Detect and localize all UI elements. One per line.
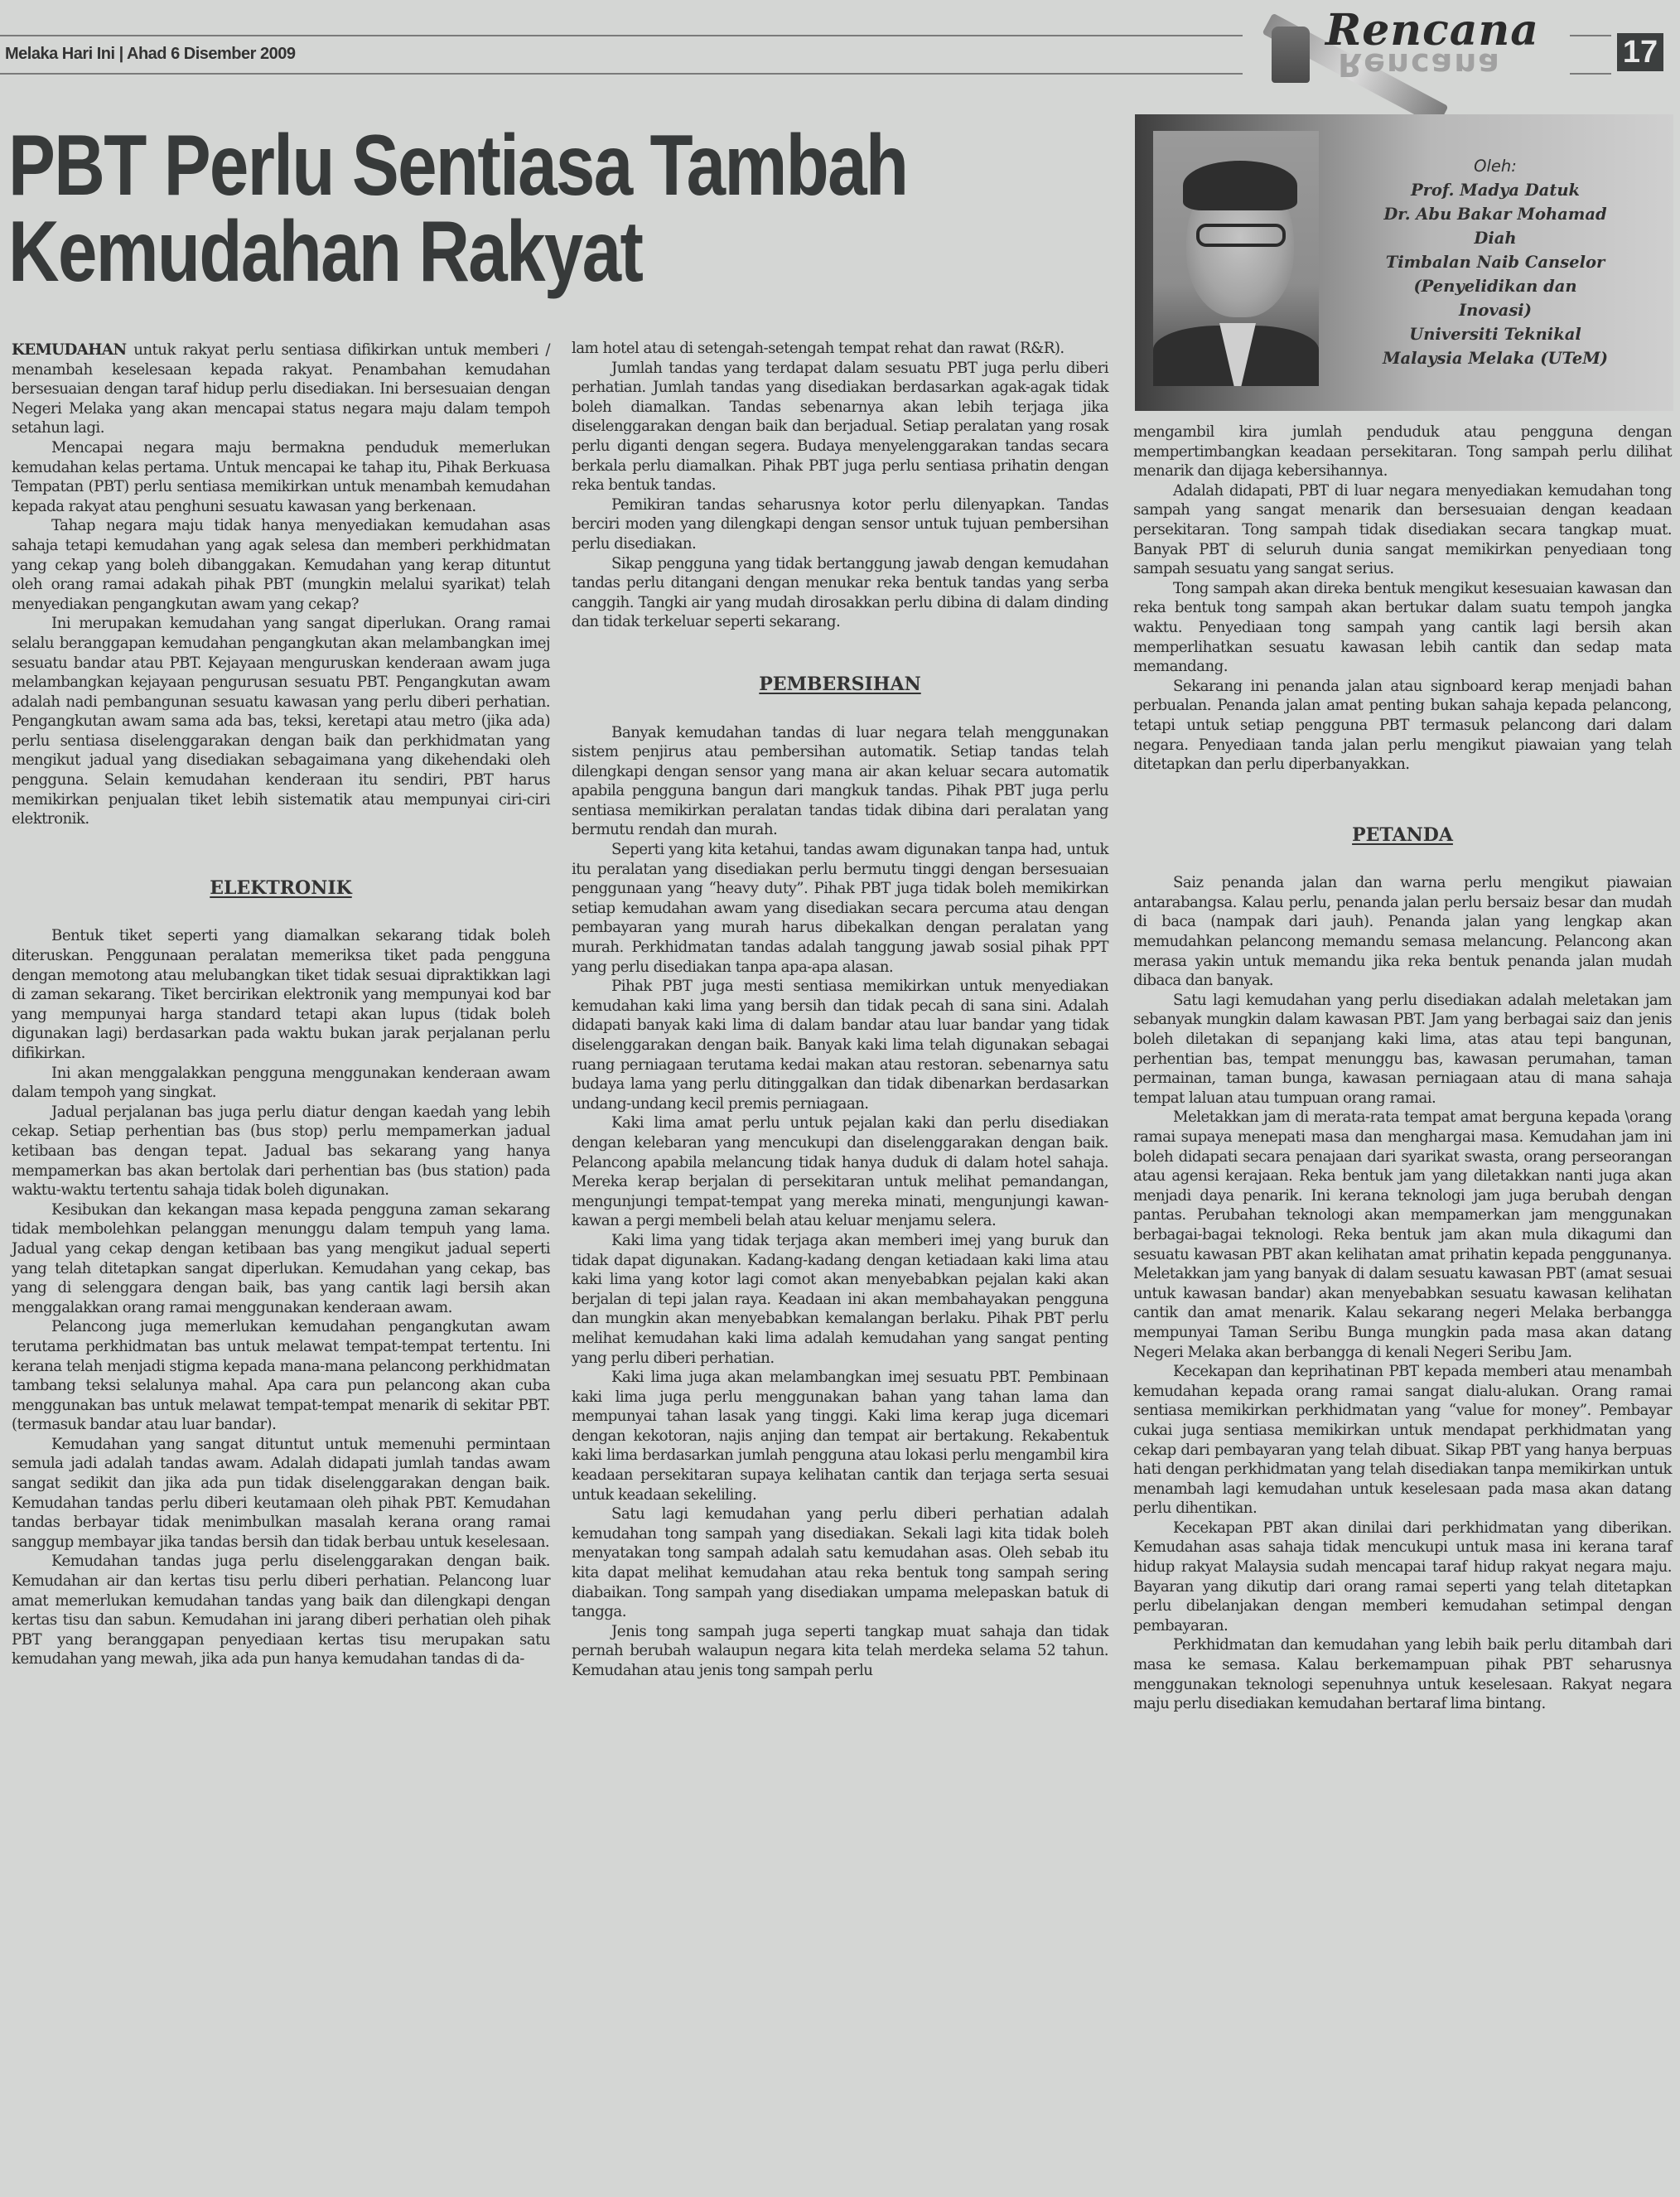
paragraph: Sekarang ini penanda jalan atau signboard kerap menjadi bahan perbualan. Penanda jalan amat penting bukan sahaja kepada pelancong, tetapi untuk setiap pengguna PBT termasuk pelancong dari dalam negara. Penyediaan tanda jalan perlu mengikut piawaian yang telah ditetapkan dan perlu diperbanyakkan.: [1133, 677, 1672, 774]
paragraph: Tong sampah akan direka bentuk mengikut kesesuaian kawasan dan reka bentuk tong sampah akan bertukar dalam suatu tempoh jangka waktu. Penyediaan tong sampah yang cantik lagi bersih akan memperlihatkan sesuatu kawasan lebih cantik dan sedap mata memandang.: [1133, 579, 1672, 676]
paragraph: Kesibukan dan kekangan masa kepada pengguna zaman sekarang tidak membolehkan pelanggan menunggu dalam tempuh yang lama. Jadual yang cekap dengan ketibaan bas yang mengikut jadual seperti yang telah ditetapkan sangat diperlukan. Kemudahan yang cekap, bas yang di selenggara dengan baik, bas yang cantik lagi bersih akan menggalakkan orang ramai menggunakan kenderaan awam.: [12, 1200, 550, 1316]
author-title-2: (Penyelidikan dan: [1413, 277, 1577, 296]
photo-hair: [1183, 161, 1297, 210]
paragraph: Jenis tong sampah juga seperti tangkap muat sahaja dan tidak pernah berubah walaupun negara kita telah merdeka selama 52 tahun. Kemudahan atau jenis tong sampah perlu: [572, 1622, 1108, 1679]
paragraph: Mencapai negara maju bermakna penduduk memerlukan kemudahan kelas pertama. Untuk mencapai ke tahap itu, Pihak Berkuasa Tempatan (PBT) perlu sentiasa memikirkan untuk menambah kemudahan kepada rakyat atau penghuni sesuatu kawasan yang berkenaan.: [12, 438, 550, 515]
masthead-dateline: Melaka Hari Ini | Ahad 6 Disember 2009: [5, 45, 296, 63]
subhead-petanda: PETANDA: [1352, 823, 1453, 846]
article-column-3: [1133, 422, 1672, 1714]
paragraph: Satu lagi kemudahan yang perlu disediakan adalah meletakan jam sebanyak mungkin dalam kawasan PBT. Jam yang berbagai saiz dan jenis boleh diletakan di sepanjang kaki lima, atas atau tepi bangunan, perhentian bas, tempat menunggu bas, kawasan perumahan, taman permainan, taman bunga, kawasan perniagaan atau di mana sahaja tempat laluan atau tumpuan orang ramai.: [1133, 991, 1672, 1107]
ink-bottle-icon: [1272, 27, 1310, 83]
author-title-1: Timbalan Naib Canselor: [1385, 253, 1605, 272]
byline-text: [1330, 154, 1661, 370]
paragraph: Sikap pengguna yang tidak bertanggung jawab dengan kemudahan tandas perlu ditangani dengan menukar reka bentuk tandas yang serba canggih. Tangki air yang mudah dirosakkan perlu dibina di dalam dinding dan tidak terkeluar seperti sekarang.: [572, 554, 1108, 631]
author-name-1: Prof. Madya Datuk: [1410, 181, 1581, 200]
paragraph: Pelancong juga memerlukan kemudahan pengangkutan awam terutama perkhidmatan bas untuk melawat tempat-tempat tertentu. Ini kerana telah menjadi stigma kepada mana-mana pelancong perkhidmatan tambang teksi selalunya mahal. Apa cara pun pelancong akan cuba menggunakan bas untuk melawat tempat-tempat menarik di sekitar PBT. (termasuk bandar atau luar bandar).: [12, 1318, 550, 1434]
paragraph: Kecekapan dan keprihatinan PBT kepada memberi atau menambah kemudahan kepada orang ramai sangat dialu-alukan. Orang ramai sentiasa memikirkan perkhidmatan yang “value for money”. Pembayar cukai juga sentiasa memikirkan untuk mendapat perkhidmatan yang cekap dari pembayaran yang telah dibuat. Sikap PBT yang hanya berpuas hati dengan perkhidmatan yang telah disediakan tanpa memikirkan untuk menambah lagi kemudahan untuk keselesaan pada masa akan datang perlu dihentikan.: [1133, 1363, 1672, 1518]
author-org-2: Malaysia Melaka (UTeM): [1382, 349, 1609, 368]
paragraph: Ini akan menggalakkan pengguna menggunakan kenderaan awam dalam tempoh yang singkat.: [12, 1064, 550, 1102]
lead-text: untuk rakyat perlu sentiasa difikirkan untuk memberi / menambah keselesaan kepada rakyat. Penambahan kemudahan bersesuaian dengan taraf hidup perlu disediakan. Ini bersesuaian dengan Negeri Melaka yang akan mencapai status negara maju dalam tempoh setahun lagi.: [12, 341, 550, 437]
paragraph: Kemudahan tandas juga perlu diselenggarakan dengan baik. Kemudahan air dan kertas tisu perlu diberi perhatian. Pelancong luar amat memerlukan kemudahan tandas yang baik dan dilengkapi dengan kertas tisu dan sabun. Kemudahan ini jarang diberi perhatian oleh pihak PBT yang beranggapan penyediaan kertas tisu merupakan satu kemudahan yang mewah, jika ada pun hanya kemudahan tandas di da-: [12, 1552, 550, 1668]
paragraph: Bentuk tiket seperti yang diamalkan sekarang tidak boleh diteruskan. Penggunaan peralatan memeriksa tiket pada pengguna dengan memotong atau melubangkan tiket tidak sesuai dipraktikkan lagi di zaman sekarang. Tiket bercirikan elektronik yang mempunyai kod bar yang mempunyai harga standard tetapi akan lupus (tidak boleh digunakan lagi) berdasarkan pada waktu bukan jarak perjalanan perlu difikirkan.: [12, 927, 550, 1062]
paragraph: Adalah didapati, PBT di luar negara menyediakan kemudahan tong sampah yang sangat menarik dan bersesuaian dengan keadaan persekitaran. Tong sampah tidak disediakan secara tangkap muat. Banyak PBT di seluruh dunia sangat memikirkan penyediaan tong sampah sesuatu yang sangat serius.: [1133, 481, 1672, 578]
lead-paragraph: [12, 340, 550, 438]
paragraph: Ini merupakan kemudahan yang sangat diperlukan. Orang ramai selalu beranggapan kemudahan pengangkutan akan melambangkan imej sesuatu bandar atau PBT. Kejayaan menguruskan kenderaan awam juga melambangkan kejayaan pengurusan sesuatu PBT. Pengangkutan awam adalah nadi pembangunan sesuatu kawasan yang perlu diberi perhatian. Pengangkutan awam sama ada bas, teksi, keretapi atau metro (jika ada) perlu sentiasa diselenggarakan dengan baik dan perkhidmatan yang mengikut jadual yang disediakan sebagaimana yang dikehendaki oleh pengguna. Selain kemudahan kenderaan itu sendiri, PBT harus memikirkan penjualan tiket lebih sistematik atau mempunyai ciri-ciri elektronik.: [12, 615, 550, 828]
lead-word: KEMUDAHAN: [12, 341, 127, 359]
subhead-elektronik: ELEKTRONIK: [210, 876, 352, 899]
author-name-3: Diah: [1474, 229, 1517, 248]
author-photo: [1153, 131, 1319, 386]
paragraph: Kemudahan yang sangat dituntut untuk memenuhi permintaan semula jadi adalah tandas awam. Adalah didapati jumlah tandas awam sangat sedikit dan jika ada pun tidak diselenggarakan dengan baik. Kemudahan tandas perlu diberi keutamaan oleh pihak PBT. Kemudahan tandas berbayar tidak menimbulkan masalah kerana orang ramai sanggup membayar jika tandas bersih dan tidak berbau untuk keselesaan.: [12, 1435, 550, 1551]
paragraph: Pemikiran tandas seharusnya kotor perlu dilenyapkan. Tandas berciri moden yang dilengkapi dengan sensor untuk tujuan pembersihan perlu disediakan.: [572, 495, 1108, 553]
paragraph: Kaki lima yang tidak terjaga akan memberi imej yang buruk dan tidak dapat digunakan. Kadang-kadang dengan ketiadaan kaki lima atau kaki lima yang kotor lagi comot akan menyebabkan pejalan kaki akan berjalan di tepi jalan raya. Keadaan ini akan membahayakan pengguna dan mungkin akan menyebabkan kemalangan berlaku. Pihak PBT perlu melihat kemudahan kaki lima adalah kemudahan yang sangat penting yang perlu diberi perhatian.: [572, 1231, 1108, 1367]
section-name: Rencana: [1325, 5, 1539, 56]
byline-box: [1135, 114, 1673, 411]
paragraph-continued: lam hotel atau di setengah-setengah tempat rehat dan rawat (R&R).: [572, 340, 1064, 357]
paragraph-continued: mengambil kira jumlah penduduk atau pengguna dengan mempertimbangkan keadaan persekitaran. Tong sampah perlu dilihat menarik dan dijaga kebersihannya.: [1133, 423, 1672, 480]
paragraph: Satu lagi kemudahan yang perlu diberi perhatian adalah kemudahan tong sampah yang disediakan. Sekali lagi kita tidak boleh menyatakan tong sampah adalah satu kemudahan asas. Oleh sebab itu kita dapat melihat kemudahan atau reka bentuk tong sampah sering diabaikan. Tong sampah yang disediakan umpama melepaskan batuk di tangga.: [572, 1505, 1108, 1621]
headline-line-1: PBT Perlu Sentiasa Tambah: [8, 118, 908, 214]
paragraph: Tahap negara maju tidak hanya menyediakan kemudahan asas sahaja tetapi kemudahan yang agak selesa dan memberi perkhidmatan yang cekap yang boleh dibanggakan. Kemudahan yang kerap dituntut oleh orang ramai adakah pihak PBT (mungkin melalui syarikat) telah menyediakan pengangkutan awam yang cekap?: [12, 517, 550, 613]
photo-glasses: [1196, 224, 1286, 247]
section-name-reflection: Rencana: [1338, 46, 1501, 83]
paragraph: Kaki lima amat perlu untuk pejalan kaki dan perlu disediakan dengan kelebaran yang mencukupi dan diselenggarakan dengan baik. Pelancong apabila melancung tidak hanya duduk di dalam hotel sahaja. Mereka kerap berjalan di persekitaran untuk melihat pemandangan, mengunjungi tempat-tempat yang mereka minati, mengunjungi kawan-kawan a pergi membeli belah atau keluar menjamu selera.: [572, 1114, 1108, 1230]
paragraph: Seperti yang kita ketahui, tandas awam digunakan tanpa had, untuk itu peralatan yang disediakan perlu bermutu tinggi dengan bersesuaian penggunaan yang “heavy duty”. Pihak PBT juga tidak boleh memikirkan setiap kemudahan awam yang disediakan secara percuma atau dengan pembayaran yang murah harus dibekalkan dengan peralatan yang murah. Perkhidmatan tandas adalah tanggung jawab sosial pihak PPT yang perlu disediakan tanpa apa-apa alasan.: [572, 841, 1108, 976]
paragraph: Jumlah tandas yang terdapat dalam sesuatu PBT juga perlu diberi perhatian. Jumlah tandas yang disediakan berdasarkan agak-agak tidak boleh diamalkan. Tandas sebenarnya akan lebih terjaga jika diselenggarakan dengan baik dan berjadual. Setiap peralatan yang rosak perlu diganti dengan segera. Budaya menyelenggarakan tandas secara berkala perlu diamalkan. Pihak PBT juga perlu sentiasa prihatin dengan reka bentuk tandas.: [572, 359, 1108, 495]
author-title-3: Inovasi): [1459, 301, 1532, 320]
paragraph: Meletakkan jam di merata-rata tempat amat berguna kepada \orang ramai supaya menepati masa dan menghargai masa. Kemudahan jam ini boleh didapati secara penajaan dari syarikat swasta, orang perseorangan atau agensi kerajaan. Reka bentuk jam yang diletakkan nanti juga akan menjadi daya penarik. Ini kerana teknologi jam juga berubah dengan pantas. Perubahan teknologi akan mempamerkan jam menggunakan berbagai-bagai teknologi. Reka bentuk jam akan mula dikagumi dan sesuatu kawasan PBT akan kelihatan amat prihatin kepada penggunanya. Meletakkan jam yang banyak di dalam sesuatu kawasan PBT (amat sesuai untuk kawasan bandar) akan menyebabkan sesuatu kawasan kelihatan cantik dan amat menarik. Kalau sekarang negeri Melaka berbangga mempunyai Taman Seribu Bunga mungkin pada masa akan datang Negeri Melaka akan berbangga di kenali Negeri Seribu Jam.: [1133, 1108, 1672, 1361]
masthead-rule-top: [0, 35, 1243, 36]
subhead-pembersihan: PEMBERSIHAN: [759, 673, 921, 695]
article-column-2: [572, 339, 1108, 1681]
author-name-2: Dr. Abu Bakar Mohamad: [1383, 205, 1607, 224]
section-logo: [1247, 3, 1578, 91]
paragraph: Kaki lima juga akan melambangkan imej sesuatu PBT. Pembinaan kaki lima juga perlu menggunakan bahan yang tahan lama dan mempunyai tahan lasak yang tinggi. Kaki lima kerap juga dicemari dengan kekotoran, najis anjing dan tempat air bertakung. Rekabentuk kaki lima berdasarkan jumlah pengguna atau lokasi perlu mengambil kira keadaan persekitaran supaya kelihatan cantik dan terjaga serta sesuai untuk keadaan sekeliling.: [572, 1369, 1108, 1504]
paragraph: Saiz penanda jalan dan warna perlu mengikut piawaian antarabangsa. Kalau perlu, penanda jalan perlu bersaiz besar dan mudah di baca (nampak dari jauh). Penanda jalan yang lengkap akan memudahkan pelancong memandu semasa melancung. Pelancong akan merasa yakin untuk memandu jika reka bentuk penanda jalan mudah dibaca dan banyak.: [1133, 874, 1672, 990]
author-org-1: Universiti Teknikal: [1409, 325, 1581, 344]
paragraph: Jadual perjalanan bas juga perlu diatur dengan kaedah yang lebih cekap. Setiap perhentian bas (bus stop) perlu mempamerkan jadual ketibaan bas dengan tepat. Jadual bas sekarang yang hanya mempamerkan bas akan bertolak dari perhentian bas (bus station) pada waktu-waktu tertentu sahaja tidak boleh digunakan.: [12, 1103, 550, 1200]
paragraph: Perkhidmatan dan kemudahan yang lebih baik perlu ditambah dari masa ke semasa. Kalau berkemampuan pihak PBT seharusnya menggunakan teknologi sepenuhnya untuk keselesaan. Rakyat negara maju perlu disediakan kemudahan bertaraf lima bintang.: [1133, 1636, 1672, 1713]
byline-oleh: Oleh:: [1474, 157, 1517, 176]
article-column-1: [12, 340, 550, 1669]
paragraph: Banyak kemudahan tandas di luar negara telah menggunakan sistem penjirus atau pembersihan automatik. Setiap tandas telah dilengkapi dengan sensor yang mana air akan keluar secara automatik apabila pengguna bangun dari mangkuk tandas. Pihak PBT juga perlu sentiasa memikirkan peralatan tandas tidak dibina dari peralatan yang bermutu rendah dan murah.: [572, 723, 1108, 839]
paragraph: Pihak PBT juga mesti sentiasa memikirkan untuk menyediakan kemudahan kaki lima yang bersih dan tidak pecah di sana sini. Adalah didapati banyak kaki lima di dalam bandar atau luar bandar yang tidak diselenggarakan dengan baik. Banyak kaki lima telah digunakan sebagai ruang perniagaan terutama kedai makan atau restoran. sebenarnya satu budaya lama yang perlu ditinggalkan dan tidak dibenarkan berdasarkan undang-undang kecil premis perniagaan.: [572, 978, 1108, 1113]
headline-line-2: Kemudahan Rakyat: [8, 204, 643, 300]
masthead-rule-bottom: [0, 73, 1243, 75]
paragraph: Kecekapan PBT akan dinilai dari perkhidmatan yang diberikan. Kemudahan asas sahaja tidak mencukupi untuk masa ini kerana taraf hidup rakyat Malaysia sudah mencapai taraf hidup rakyat negara maju. Bayaran yang dikutip dari orang ramai seperti yang telah ditetapkan perlu dibelanjakan dengan memberi kemudahan setimpal dengan pembayaran.: [1133, 1519, 1672, 1634]
headline: [8, 118, 919, 300]
page-number: 17: [1617, 33, 1663, 71]
